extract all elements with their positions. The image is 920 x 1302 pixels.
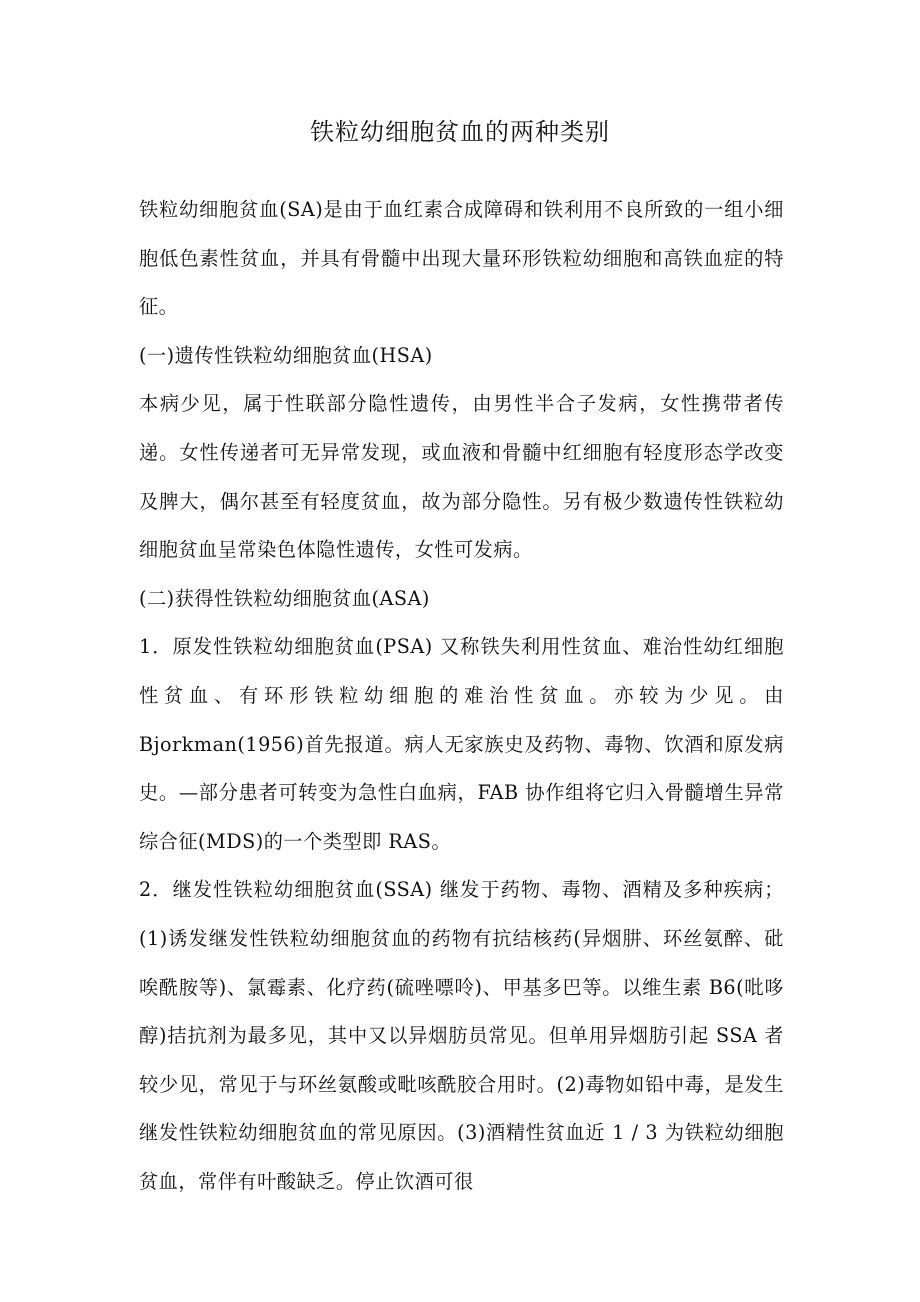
- section-heading-hereditary: (一)遗传性铁粒幼细胞贫血(HSA): [139, 343, 433, 367]
- page-title: 铁粒幼细胞贫血的两种类别: [310, 118, 610, 146]
- secondary-sa-paragraph: 2．继发性铁粒幼细胞贫血(SSA) 继发于药物、毒物、酒精及多种疾病；(1)诱发继发性铁粒幼细胞贫血的药物有抗结核药(异烟肼、环丝氨醉、砒唉酰胺等)、氯霉素、化疗药(硫唑嘌呤)、甲基多巴等。以维生素 B6(吡哆醇)拮抗剂为最多见，其中又以异烟肪员常见。但单用异烟肪引起 SSA 者较少见，常见于与环丝氨酸或毗咳酰胶合用时。(2)毒物如铅中毒，是发生继发性铁粒幼细胞贫血的常见原因。(3)酒精性贫血近 1 / 3 为铁粒幼细胞贫血，常伴有叶酸缺乏。停止饮酒可很: [139, 878, 784, 1193]
- hereditary-paragraph: 本病少见，属于性联部分隐性遗传，由男性半合子发病，女性携带者传递。女性传递者可无异常发现，或血液和骨髓中红细胞有轻度形态学改变及脾大，偶尔甚至有轻度贫血，故为部分隐性。另有极少数遗传性铁粒幼细胞贫血呈常染色体隐性遗传，女性可发病。: [139, 392, 784, 562]
- primary-sa-paragraph: 1．原发性铁粒幼细胞贫血(PSA) 又称铁失利用性贫血、难治性幼红细胞性贫血、有环形铁粒幼细胞的难治性贫血。亦较为少见。由Bjorkman(1956)首先报道。病人无家族史及药物、毒物、饮酒和原发病史。—部分患者可转变为急性白血病，FAB 协作组将它归入骨髓增生异常综合征(MDS)的一个类型即 RAS。: [139, 635, 784, 853]
- document-body: [139, 186, 784, 1206]
- section-heading-acquired: (二)获得性铁粒幼细胞贫血(ASA): [139, 586, 430, 610]
- intro-paragraph: 铁粒幼细胞贫血(SA)是由于血红素合成障碍和铁利用不良所致的一组小细胞低色素性贫血，并具有骨髓中出现大量环形铁粒幼细胞和高铁血症的特征。: [139, 198, 784, 319]
